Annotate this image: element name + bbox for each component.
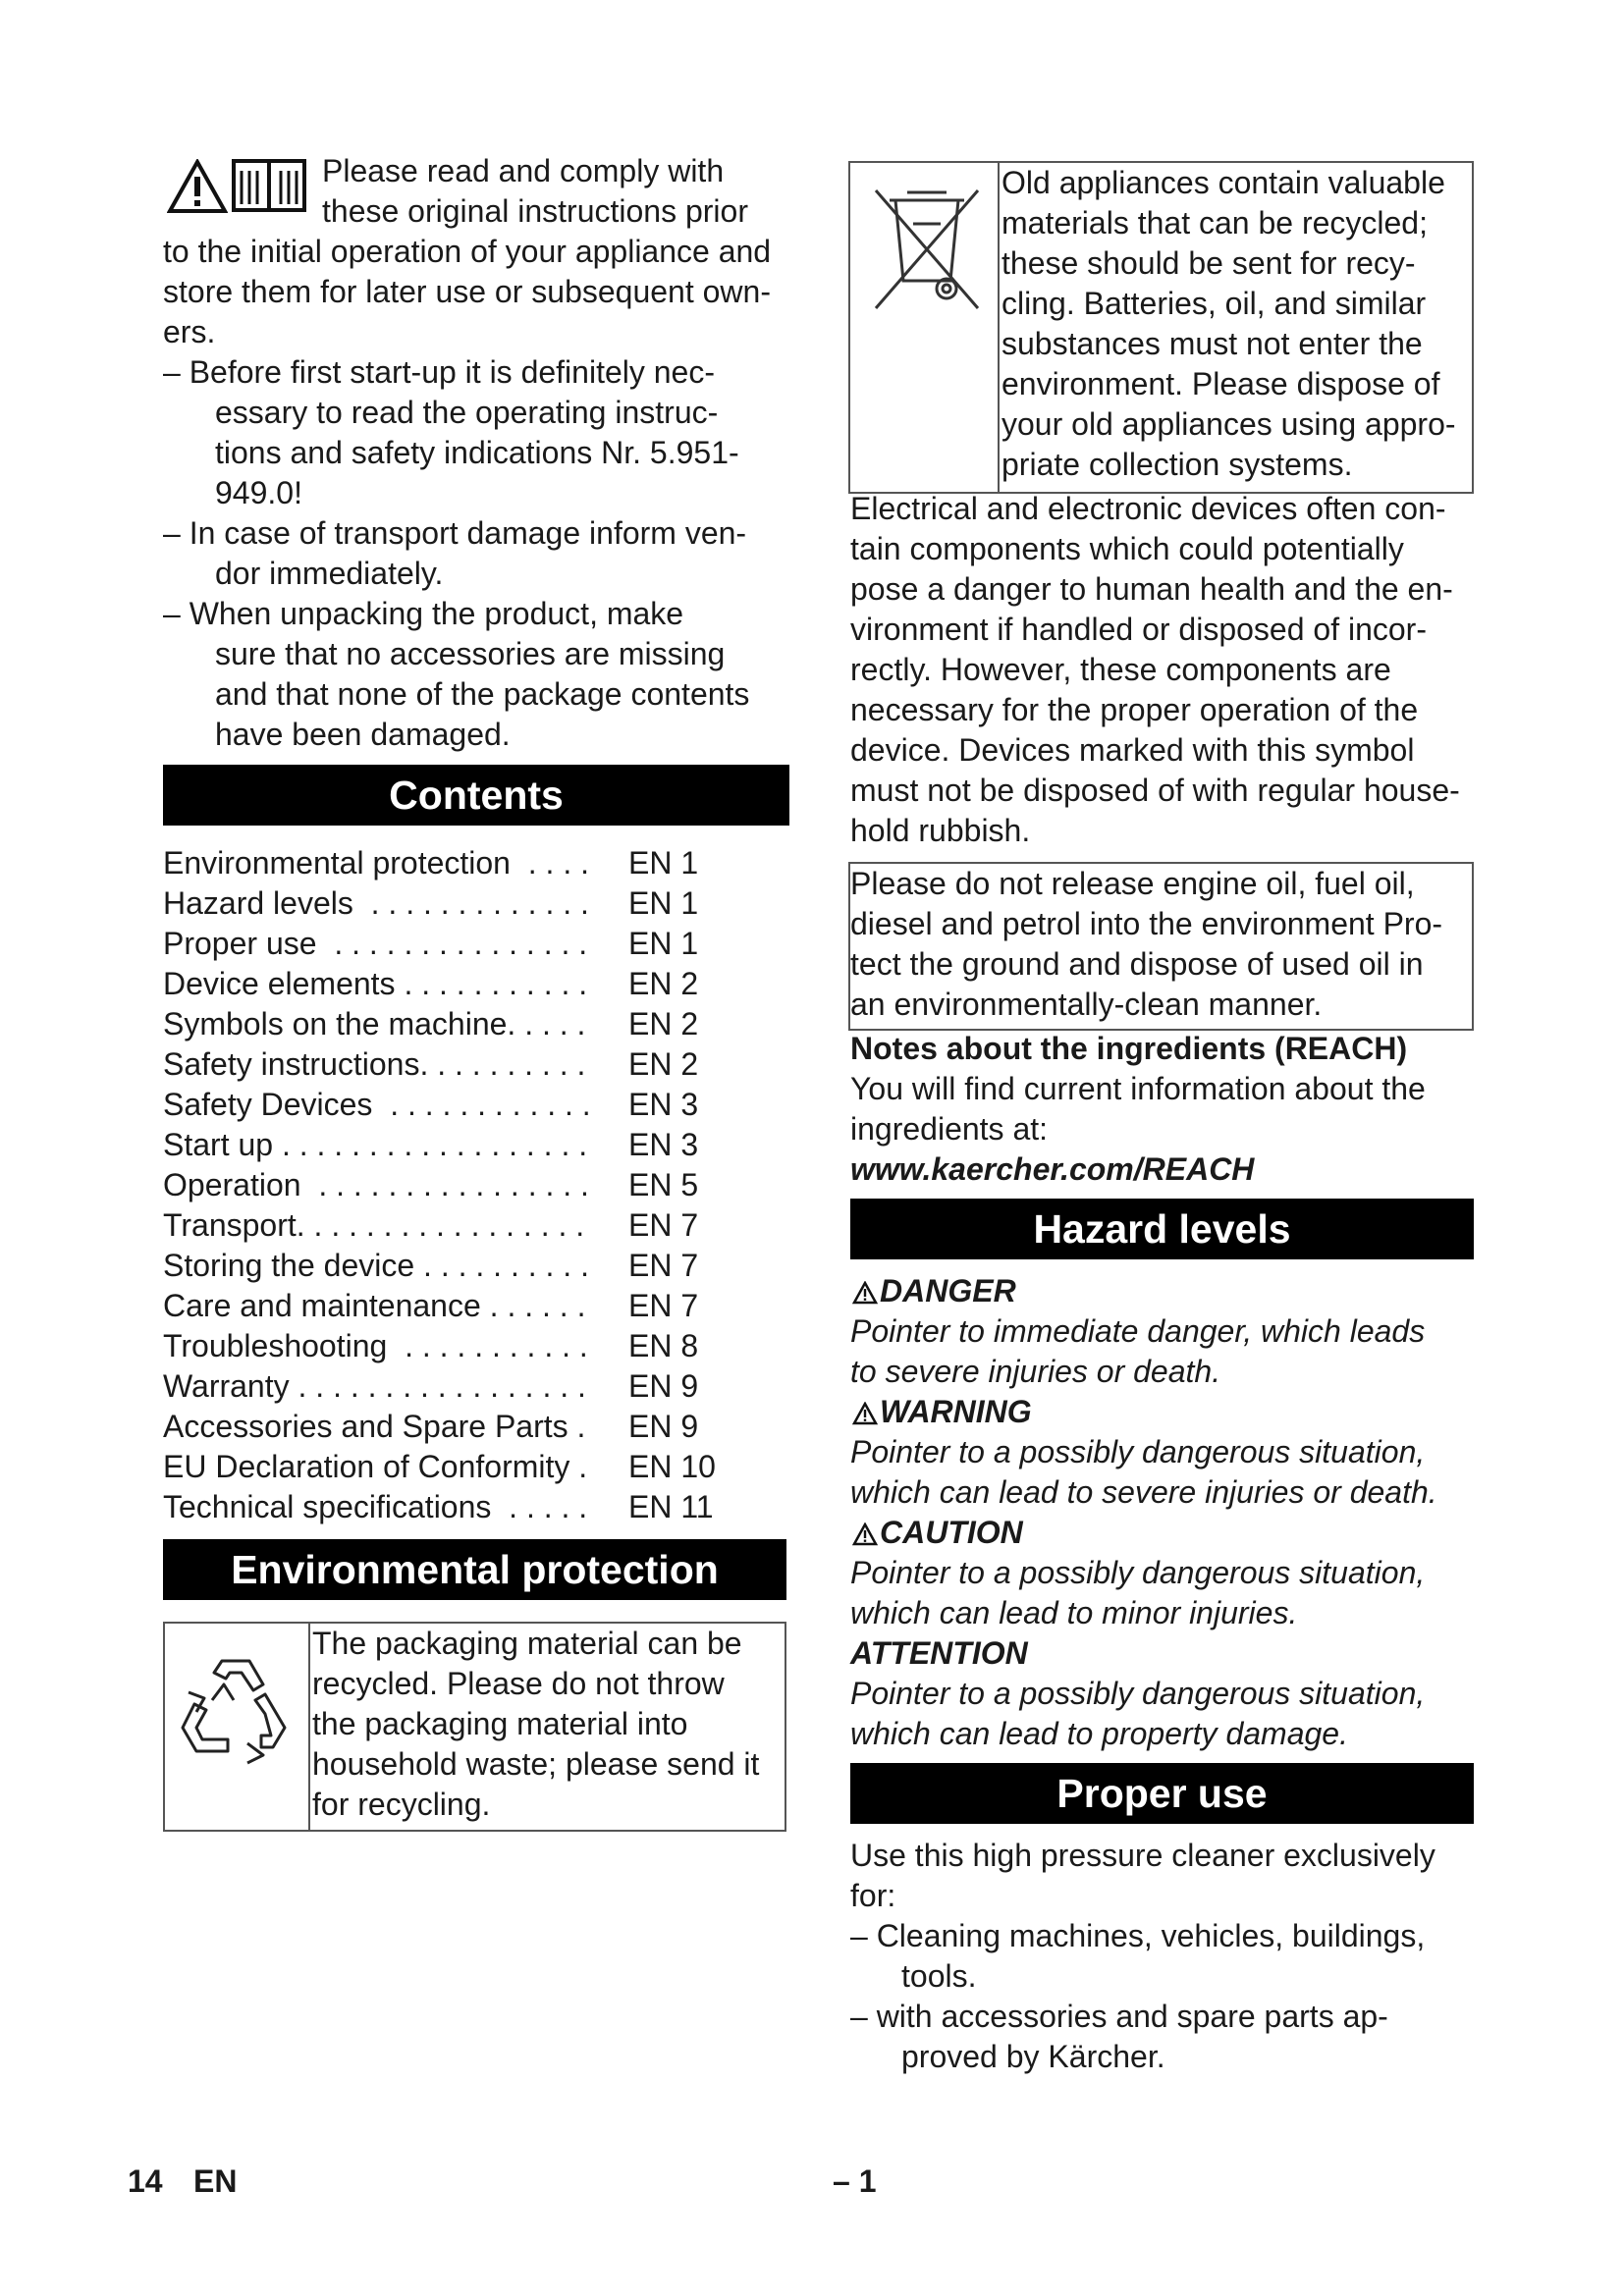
footer-page-number: 14 [128,2163,163,2199]
electrical-line: rectly. However, these components are [850,652,1391,687]
warning-triangle-icon [852,1522,878,1546]
old-appliances-line: your old appliances using appro- [1001,406,1456,442]
toc-entry-label: Warranty . . . . . . . . . . . . . . . . . [163,1368,586,1404]
proper-use-line: Use this high pressure cleaner exclusively [850,1838,1435,1873]
toc-entry-label: Hazard levels . . . . . . . . . . . . . [163,885,589,921]
toc-entry-page: EN 7 [628,1288,699,1323]
toc-entry-label: Care and maintenance . . . . . . [163,1288,586,1323]
old-appliances-line: substances must not enter the [1001,326,1423,361]
hazard-level-line: which can lead to minor injuries. [850,1595,1298,1630]
oil-notice-line: tect the ground and dispose of used oil in [850,946,1424,982]
recycle-icon [175,1649,297,1771]
toc-entry-label: EU Declaration of Conformity . [163,1449,588,1484]
warning-triangle-icon [167,159,228,214]
warning-triangle-icon [852,1402,878,1425]
toc-entry-label: Transport. . . . . . . . . . . . . . . . . [163,1207,585,1243]
electrical-line: vironment if handled or disposed of incor- [850,612,1427,647]
packaging-line: the packaging material into [312,1706,688,1741]
intro-bullet-line: sure that no accessories are missing [215,636,726,671]
environmental-protection-heading: Environmental protection [163,1539,786,1600]
toc-entry-page: EN 1 [628,885,699,921]
intro-bullet-line: essary to read the operating instruc- [215,395,719,430]
toc-entry-page: EN 11 [628,1489,714,1524]
toc-entry-page: EN 1 [628,845,699,881]
hazard-levels-heading: Hazard levels [850,1199,1474,1259]
footer-language: EN [193,2163,238,2199]
electrical-line: hold rubbish. [850,813,1031,848]
toc-entry-label: Operation . . . . . . . . . . . . . . . . [163,1167,589,1202]
old-appliances-line: materials that can be recycled; [1001,205,1428,240]
electrical-line: Electrical and electronic devices often con- [850,491,1446,526]
warning-triangle-icon [852,1281,878,1305]
toc-entry-page: EN 7 [628,1207,699,1243]
old-appliances-line: cling. Batteries, oil, and similar [1001,286,1427,321]
toc-entry-page: EN 10 [628,1449,716,1484]
toc-entry-label: Device elements . . . . . . . . . . . [163,966,588,1001]
electrical-line: tain components which could potentially [850,531,1404,566]
proper-use-heading: Proper use [850,1763,1474,1824]
crossed-bin-icon [868,187,986,314]
electrical-line: device. Devices marked with this symbol [850,732,1415,768]
packaging-line: recycled. Please do not throw [312,1666,725,1701]
reach-title: Notes about the ingredients (REACH) [850,1031,1408,1066]
toc-entry-page: EN 9 [628,1409,699,1444]
hazard-level-line: Pointer to a possibly dangerous situation, [850,1434,1426,1469]
toc-entry-label: Safety Devices . . . . . . . . . . . . [163,1087,591,1122]
electrical-line: pose a danger to human health and the en- [850,571,1453,607]
hazard-level-line: Pointer to a possibly dangerous situation, [850,1555,1426,1590]
intro-line: Please read and comply with [322,153,725,188]
intro-bullet-line: – When unpacking the product, make [163,596,684,631]
packaging-line: for recycling. [312,1787,491,1822]
hazard-level-title: ATTENTION [850,1635,1028,1671]
toc-entry-page: EN 3 [628,1087,699,1122]
reach-link[interactable]: www.kaercher.com/REACH [850,1151,1255,1187]
toc-entry-label: Environmental protection . . . . [163,845,589,881]
proper-use-bullet-line: – Cleaning machines, vehicles, buildings, [850,1918,1426,1953]
toc-entry-label: Safety instructions. . . . . . . . . . [163,1046,586,1082]
intro-bullet-line: – In case of transport damage inform ven- [163,515,747,551]
intro-bullet-line: tions and safety indications Nr. 5.951- [215,435,739,470]
toc-entry-page: EN 1 [628,926,699,961]
toc-entry-page: EN 7 [628,1248,699,1283]
hazard-level-line: Pointer to a possibly dangerous situation, [850,1676,1426,1711]
electrical-line: necessary for the proper operation of the [850,692,1419,727]
toc-entry-label: Troubleshooting . . . . . . . . . . . [163,1328,588,1363]
intro-bullet-line: dor immediately. [215,556,444,591]
proper-use-bullet-line: tools. [901,1958,977,1994]
oil-notice-line: Please do not release engine oil, fuel oil, [850,866,1415,901]
toc-entry-page: EN 8 [628,1328,699,1363]
intro-line: store them for later use or subsequent own- [163,274,771,309]
proper-use-line: for: [850,1878,896,1913]
intro-bullet-line: – Before first start-up it is definitely nec- [163,354,715,390]
electrical-line: must not be disposed of with regular house- [850,773,1460,808]
reach-line: ingredients at: [850,1111,1049,1147]
intro-line: these original instructions prior [322,193,748,229]
toc-entry-label: Proper use . . . . . . . . . . . . . . . [163,926,588,961]
hazard-level-line: Pointer to immediate danger, which leads [850,1313,1426,1349]
toc-entry-page: EN 5 [628,1167,699,1202]
toc-entry-page: EN 2 [628,1046,699,1082]
old-appliances-line: environment. Please dispose of [1001,366,1440,401]
old-appliances-line: these should be sent for recy- [1001,245,1416,281]
toc-entry-page: EN 2 [628,966,699,1001]
footer-center-page: – 1 [833,2163,877,2199]
toc-entry-label: Accessories and Spare Parts . [163,1409,586,1444]
hazard-level-title: DANGER [880,1273,1016,1308]
manual-book-icon [232,157,306,214]
hazard-level-line: which can lead to property damage. [850,1716,1348,1751]
old-appliances-line: Old appliances contain valuable [1001,165,1445,200]
packaging-line: household waste; please send it [312,1746,760,1782]
oil-notice-line: diesel and petrol into the environment Pro- [850,906,1443,941]
toc-entry-page: EN 9 [628,1368,699,1404]
toc-entry-page: EN 2 [628,1006,699,1041]
toc-entry-page: EN 3 [628,1127,699,1162]
toc-entry-label: Storing the device . . . . . . . . . . [163,1248,589,1283]
toc-entry-label: Start up . . . . . . . . . . . . . . . . . . [163,1127,588,1162]
proper-use-bullet-line: – with accessories and spare parts ap- [850,1999,1388,2034]
hazard-level-line: to severe injuries or death. [850,1354,1221,1389]
hazard-level-title: CAUTION [880,1515,1023,1550]
old-appliances-line: priate collection systems. [1001,447,1353,482]
proper-use-bullet-line: proved by Kärcher. [901,2039,1165,2074]
oil-notice-line: an environmentally-clean manner. [850,987,1323,1022]
intro-bullet-line: 949.0! [215,475,302,510]
toc-entry-label: Symbols on the machine. . . . . [163,1006,586,1041]
reach-line: You will find current information about the [850,1071,1426,1106]
intro-bullet-line: and that none of the package contents [215,676,750,712]
intro-bullet-line: have been damaged. [215,717,511,752]
toc-entry-label: Technical specifications . . . . . [163,1489,588,1524]
packaging-line: The packaging material can be [312,1626,742,1661]
hazard-level-title: WARNING [880,1394,1032,1429]
hazard-level-line: which can lead to severe injuries or death. [850,1474,1437,1510]
intro-line: ers. [163,314,216,349]
contents-heading: Contents [163,765,789,826]
intro-line: to the initial operation of your appliance and [163,234,772,269]
